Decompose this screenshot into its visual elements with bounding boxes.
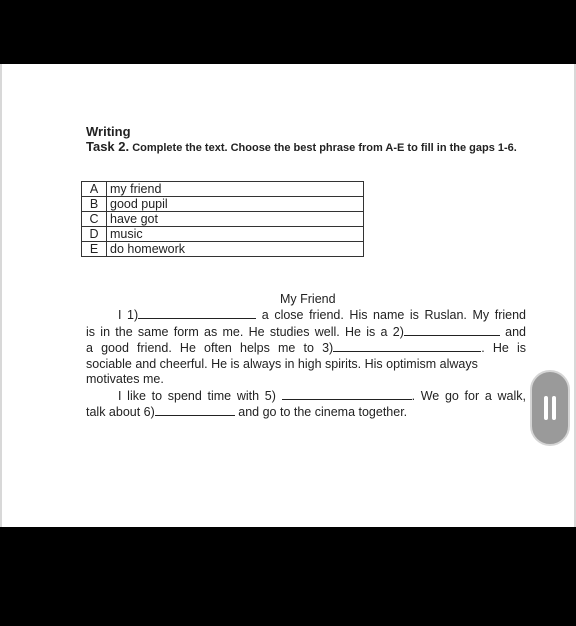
story-title: My Friend xyxy=(280,292,336,306)
story-fragment: and xyxy=(505,324,526,339)
story-line xyxy=(86,307,526,324)
story-fragment: . He is xyxy=(481,341,526,355)
option-letter: E xyxy=(82,242,107,257)
section-heading: Writing xyxy=(86,124,131,139)
document-page xyxy=(0,64,576,527)
story-text xyxy=(86,307,526,421)
options-table xyxy=(81,181,364,257)
gap-1 xyxy=(138,307,256,319)
option-letter: D xyxy=(82,227,107,242)
option-phrase: have got xyxy=(107,212,364,227)
story-line xyxy=(86,404,526,421)
scroll-handle-button[interactable] xyxy=(530,370,570,446)
option-row xyxy=(82,182,364,197)
story-fragment: I like to spend time with 5) xyxy=(118,388,276,403)
option-phrase: do homework xyxy=(107,242,364,257)
story-fragment: and go to the cinema together. xyxy=(238,405,408,419)
option-letter: A xyxy=(82,182,107,197)
task-text: Complete the text. Choose the best phrase from A-E to fill in the gaps 1-6. xyxy=(132,142,517,154)
option-letter: C xyxy=(82,212,107,227)
option-letter: B xyxy=(82,197,107,212)
pause-bars-icon xyxy=(552,396,556,420)
option-row xyxy=(82,212,364,227)
pause-bars-icon xyxy=(544,396,548,420)
option-row xyxy=(82,227,364,242)
story-line xyxy=(86,340,526,357)
gap-2 xyxy=(404,324,500,336)
gap-5 xyxy=(282,388,412,400)
task-instructions xyxy=(86,140,536,155)
story-fragment: a close friend. His name is Ruslan. My friend xyxy=(261,308,527,322)
option-phrase: good pupil xyxy=(107,197,364,212)
task-label: Task 2. xyxy=(86,139,130,154)
option-phrase: music xyxy=(107,227,364,242)
option-row xyxy=(82,242,364,257)
story-line xyxy=(86,324,526,341)
story-line: motivates me. xyxy=(86,372,164,386)
story-fragment: is in the same form as me. He studies well. He is a 2) xyxy=(86,324,404,339)
story-line xyxy=(86,388,526,405)
story-fragment: I 1) xyxy=(118,308,139,322)
option-phrase: my friend xyxy=(107,182,364,197)
story-fragment: . We go for a walk, xyxy=(411,388,526,403)
gap-3 xyxy=(333,340,481,352)
story-fragment: talk about 6) xyxy=(86,405,155,419)
option-row xyxy=(82,197,364,212)
story-line: sociable and cheerful. He is always in high spirits. His optimism always xyxy=(86,356,478,371)
story-fragment: a good friend. He often helps me to 3) xyxy=(86,341,334,355)
gap-6 xyxy=(155,404,235,416)
